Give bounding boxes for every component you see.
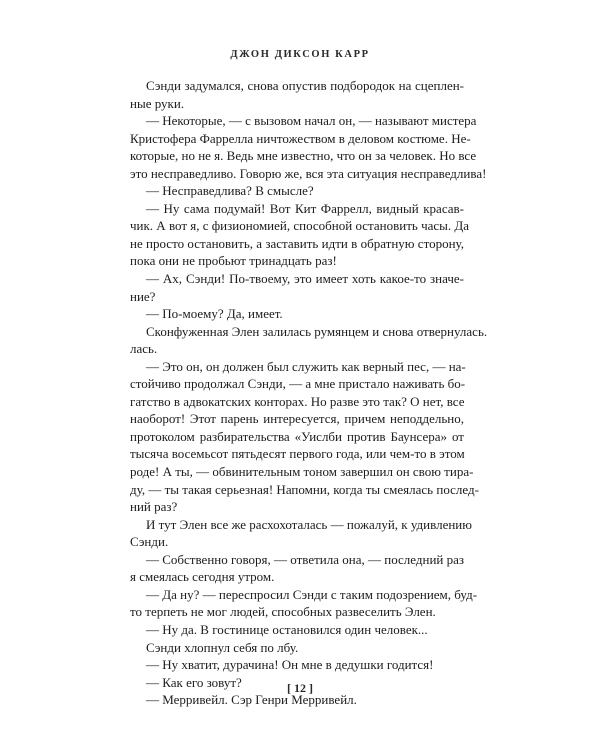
text-line: я смеялась сегодня утром. [130,569,275,585]
text-line: ду, — ты такая серьезная! Напомни, когда ты смеялась послед- [130,481,479,497]
text-line: не просто остановить, а заставить идти в обратную сторону, [130,235,464,251]
text-line: тысяча восемьсот пятьдесят первого года, или чем-то в этом [130,446,465,462]
text-line: пока они не пробьют тринадцать раз! [130,253,337,269]
text-line: лась. [130,341,158,357]
text-line: это несправедливо. Говорю же, вся эта ситуация несправедлива! [130,165,487,181]
text-line: чик. А вот я, с физиономией, способной остановить часы. Да [130,218,470,234]
text-line: Сэнди задумался, снова опустив подбородок на сцеплен- [146,78,464,93]
body-text [130,77,488,709]
text-line: ние? [130,288,156,304]
text-line: — Ах, Сэнди! По-твоему, это имеет хоть какое-то значе- [146,271,464,287]
text-line: — Ну хватит, дурачина! Он мне в дедушки годится! [146,657,434,673]
text-line: наоборот! Этот парень интересуется, причем неподдельно, [130,411,464,427]
text-line: ные руки. [130,95,185,111]
text-line: ний раз? [130,499,178,515]
text-line: — Да ну? — переспросил Сэнди с таким подозрением, буд- [146,586,478,602]
text-line: — Это он, он должен был служить как верный пес, — на- [146,358,466,374]
page-number: [ 12 ] [287,681,313,695]
text-line: — Ну сама подумай! Вот Кит Фаррелл, видный красав- [146,200,464,216]
text-line: — Некоторые, — с вызовом начал он, — называют мистера [146,113,477,129]
text-line: стойчиво продолжал Сэнди, — а мне пристало наживать бо- [130,376,466,392]
text-line: — Несправедлива? В смысле? [146,183,314,199]
text-line: — По-моему? Да, имеет. [146,306,283,322]
text-line: роде! А ты, — обвинительным тоном завершил он свою тира- [130,464,474,480]
text-line: протоколом разбирательства «Уислби против Баунсера» от [130,428,464,444]
text-line: Сэнди. [130,534,169,550]
text-line: — Как его зовут? [146,674,242,690]
text-line: — Мерривейл. Сэр Генри Мерривейл. [146,692,357,708]
running-header-author: ДЖОН ДИКСОН КАРР [230,49,370,60]
text-line: — Ну да. В гостинице остановился один человек... [146,621,428,637]
text-line: — Собственно говоря, — ответила она, — последний раз [146,551,465,567]
text-line: И тут Элен все же расхохоталась — пожалуй, к удивлению [146,516,472,532]
text-line: Сэнди хлопнул себя по лбу. [146,639,299,655]
text-line: Кристофера Фаррелла ничтожеством в деловом костюме. Не- [130,130,471,146]
text-line: которые, но не я. Ведь мне известно, что он за человек. Но все [130,148,477,164]
text-line: гатство в адвокатских конторах. Но разве это так? О нет, все [130,393,465,409]
text-line: то терпеть не мог людей, способных развеселить Элен. [130,604,436,620]
text-line: Сконфуженная Элен залилась румянцем и снова отвернулась. [146,323,488,339]
